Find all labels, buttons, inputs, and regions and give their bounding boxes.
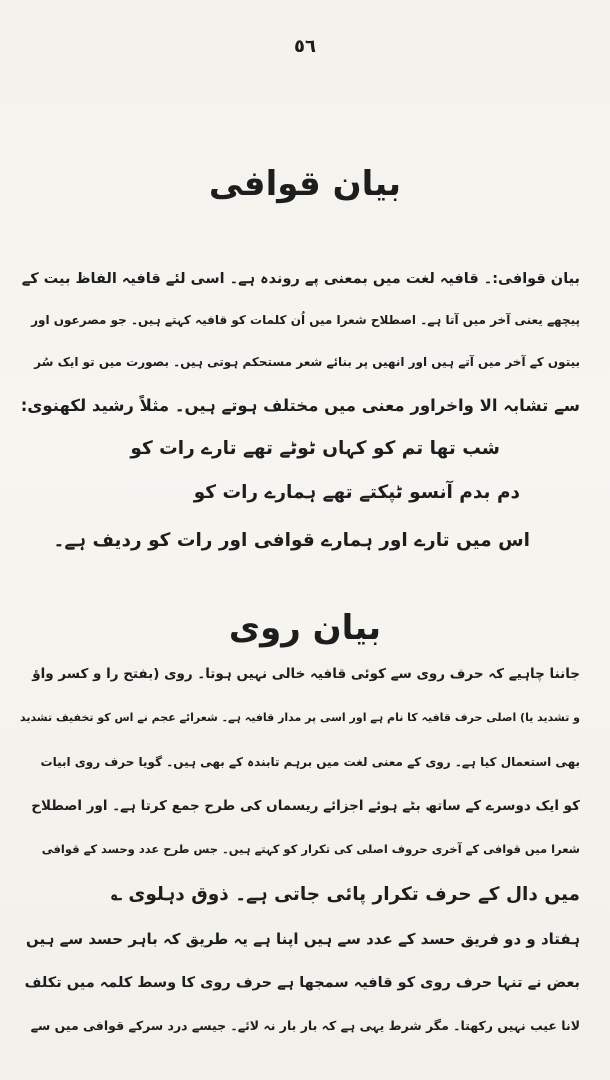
paragraph-line: اس میں تارے اور ہمارے قوافی اور رات کو ردیف ہے۔: [53, 530, 530, 551]
paragraph-line: کو ایک دوسرے کے ساتھ بٹے ہوئے اجزائے ریسماں کی طرح جمع کرتا ہے۔ اور اصطلاح: [31, 798, 580, 814]
paragraph-line: و تشدید یا) اصلی حرف قافیہ کا نام ہے اور اسی پر مدار قافیہ ہے۔ شعرائے عجم نے اس کو تخفیف تشدید: [19, 711, 580, 724]
paragraph-line: میں دال کے حرف تکرار پائی جاتی ہے۔ ذوق دہلوی ؎: [111, 884, 580, 905]
page-number: ٥٦: [294, 36, 316, 57]
paragraph-line: بعض نے تنہا حرف روی کو قافیہ سمجھا ہے حرف روی کا وسط کلمہ میں تکلف: [24, 975, 580, 991]
paragraph-line: جاننا چاہیے کہ حرف روی سے کوئی قافیہ خالی نہیں ہوتا۔ روی (بفتح را و کسر واؤ: [32, 666, 580, 682]
section-heading-rawi: بیان روی: [228, 608, 382, 648]
paragraph-line: بیتوں کے آخر میں آتے ہیں اور انھیں پر بنائے شعر مستحکم ہوتی ہیں۔ بصورت میں تو ایک سُر: [34, 355, 580, 369]
paragraph-line: شعرا میں قوافی کے آخری حروف اصلی کی تکرار کو کہتے ہیں۔ جس طرح عدد وحسد کے قوافی: [41, 842, 580, 856]
paragraph-line: بھی استعمال کیا ہے۔ روی کے معنی لغت میں برہم تابندہ کے بھی ہیں۔ گویا حرف روی ابیات: [40, 755, 580, 769]
paragraph-line: سے تشابہ الا واخراور معنی میں مختلف ہوتے ہیں۔ مثلاً رشید لکھنوی:: [20, 396, 580, 415]
verse-line: شب تھا تم کو کہاں ٹوٹے تھے تارے رات کو: [130, 438, 500, 459]
paragraph-line: پیچھے یعنی آخر میں آتا ہے۔ اصطلاح شعرا میں اُن کلمات کو قافیہ کہتے ہیں۔ جو مصرعوں اور: [31, 313, 580, 327]
section-heading-qawafi: بیان قوافی: [208, 164, 402, 204]
verse-line: ہفتاد و دو فریق حسد کے عدد سے ہیں اپنا ہے یہ طریق کہ باہر حسد سے ہیں: [25, 930, 580, 948]
verse-line: دم بدم آنسو ٹپکتے تھے ہمارے رات کو: [193, 482, 520, 503]
paragraph-line: بیان قوافی:۔ قافیہ لغت میں بمعنی پے روندہ ہے۔ اسی لئے قافیہ الفاظ بیت کے: [21, 271, 580, 287]
paragraph-line: لانا عیب نہیں رکھتا۔ مگر شرط یہی ہے کہ بار بار نہ لائے۔ جیسے درد سرکے قوافی میں سے: [30, 1018, 580, 1033]
